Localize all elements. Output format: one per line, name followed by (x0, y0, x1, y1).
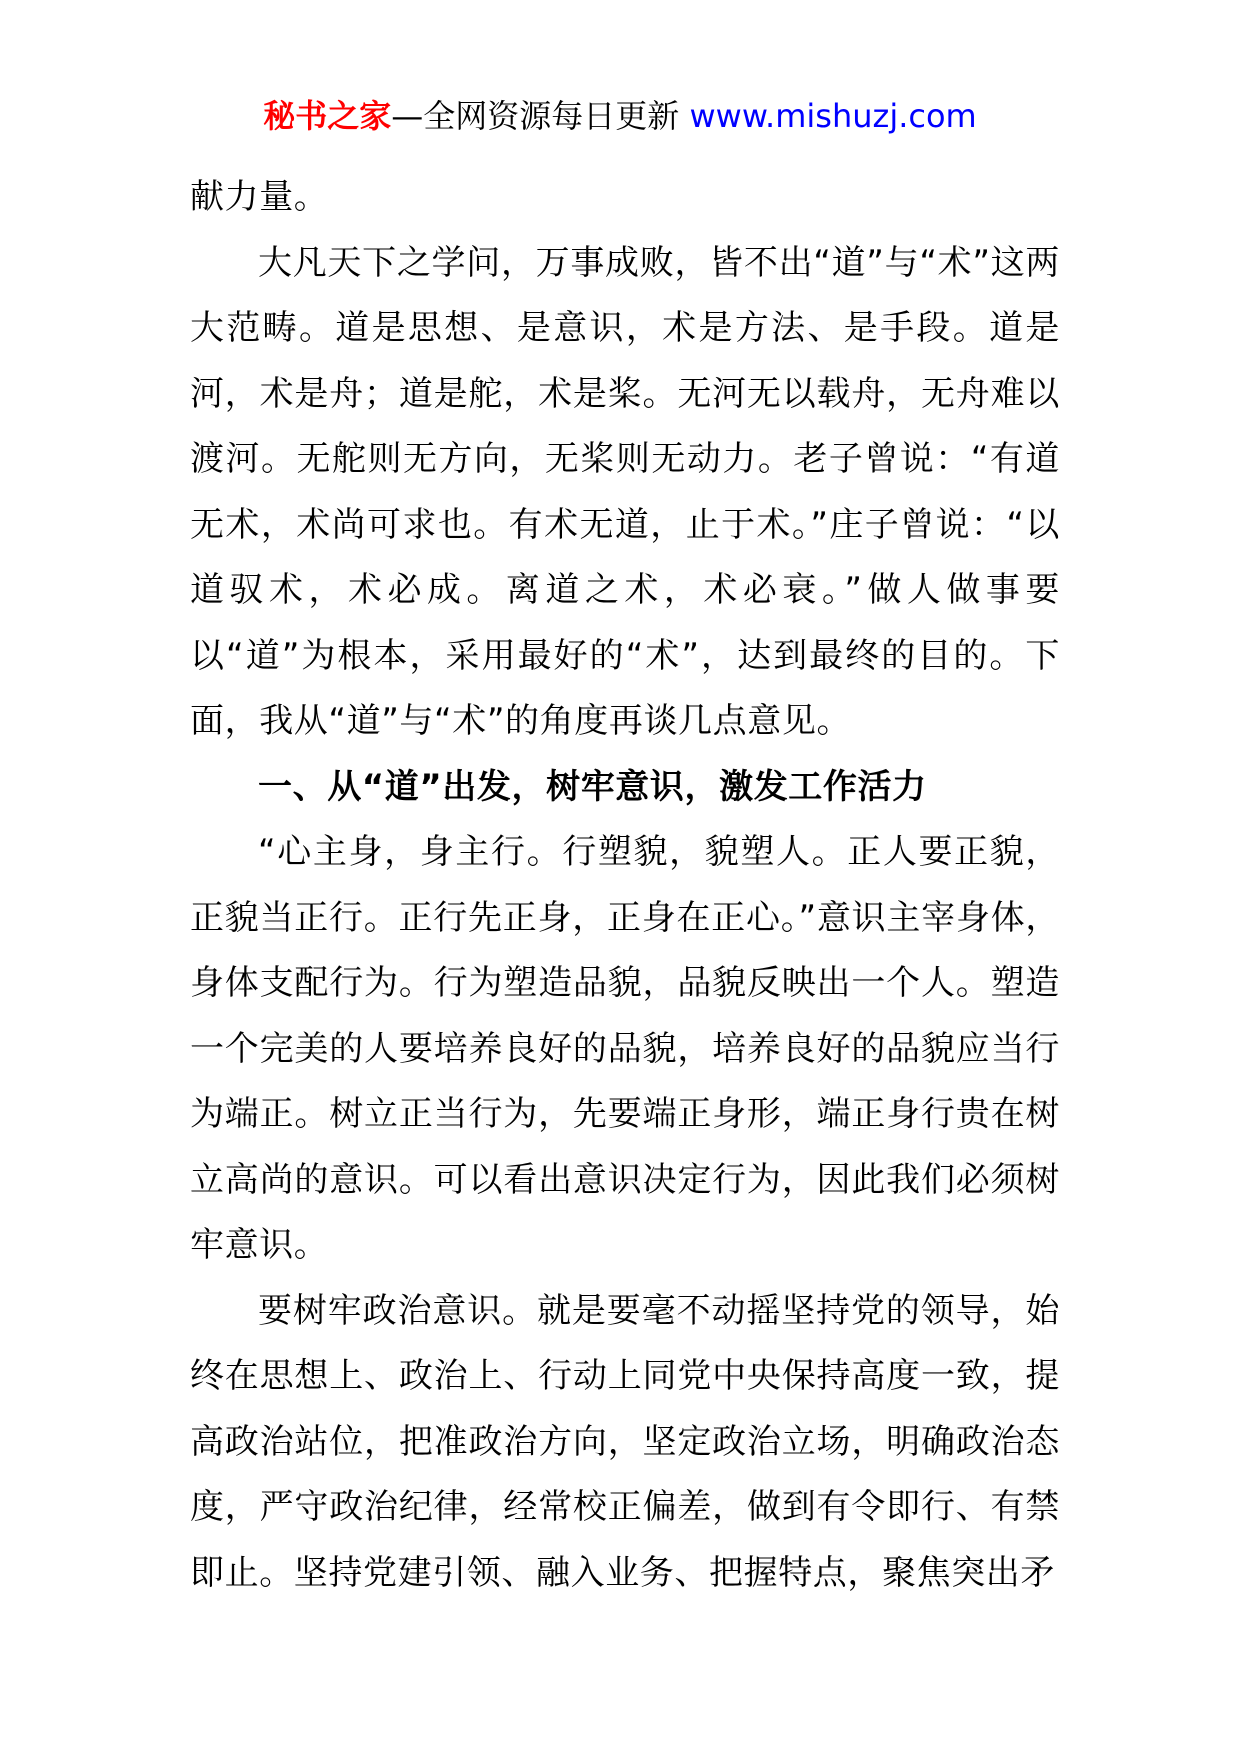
site-header (0, 96, 1240, 136)
paragraph-continued: 献力量。 (190, 177, 329, 217)
document-body (190, 165, 1060, 1606)
site-url[interactable]: www.mishuzj.com (689, 97, 977, 135)
section-heading-1: 一、从“道”出发，树牢意识，激发工作活力 (258, 766, 927, 807)
paragraph-consciousness: “心主身，身主行。行塑貌，貌塑人。正人要正貌，正貌当正行。正行先正身，正身在正心。”意识主宰身体，身体支配行为。行为塑造品貌，品貌反映出一个人。塑造一个完美的人要培养良好的品貌，培养良好的品貌应当行为端正。树立正当行为，先要端正身形，端正身行贵在树立高尚的意识。可以看出意识决定行为，因此我们必须树牢意识。 (190, 832, 1060, 1265)
site-brand: 秘书之家 (263, 97, 392, 135)
site-tagline: —全网资源每日更新 (391, 97, 690, 135)
paragraph-political-awareness: 要树牢政治意识。就是要毫不动摇坚持党的领导，始终在思想上、政治上、行动上同党中央保持高度一致，提高政治站位，把准政治方向，坚定政治立场，明确政治态度，严守政治纪律，经常校正偏差，做到有令即行、有禁即止。坚持党建引领、融入业务、把握特点，聚焦突出矛 (190, 1290, 1060, 1593)
paragraph-dao-shu: 大凡天下之学问，万事成败，皆不出“道”与“术”这两大范畴。道是思想、是意识，术是方法、是手段。道是河，术是舟；道是舵，术是桨。无河无以载舟，无舟难以渡河。无舵则无方向，无桨则无动力。老子曾说：“有道无术，术尚可求也。有术无道，止于术。”庄子曾说：“以道驭术，术必成。离道之术，术必衰。”做人做事要以“道”为根本，采用最好的“术”，达到最终的目的。下面，我从“道”与“术”的角度再谈几点意见。 (190, 242, 1060, 741)
